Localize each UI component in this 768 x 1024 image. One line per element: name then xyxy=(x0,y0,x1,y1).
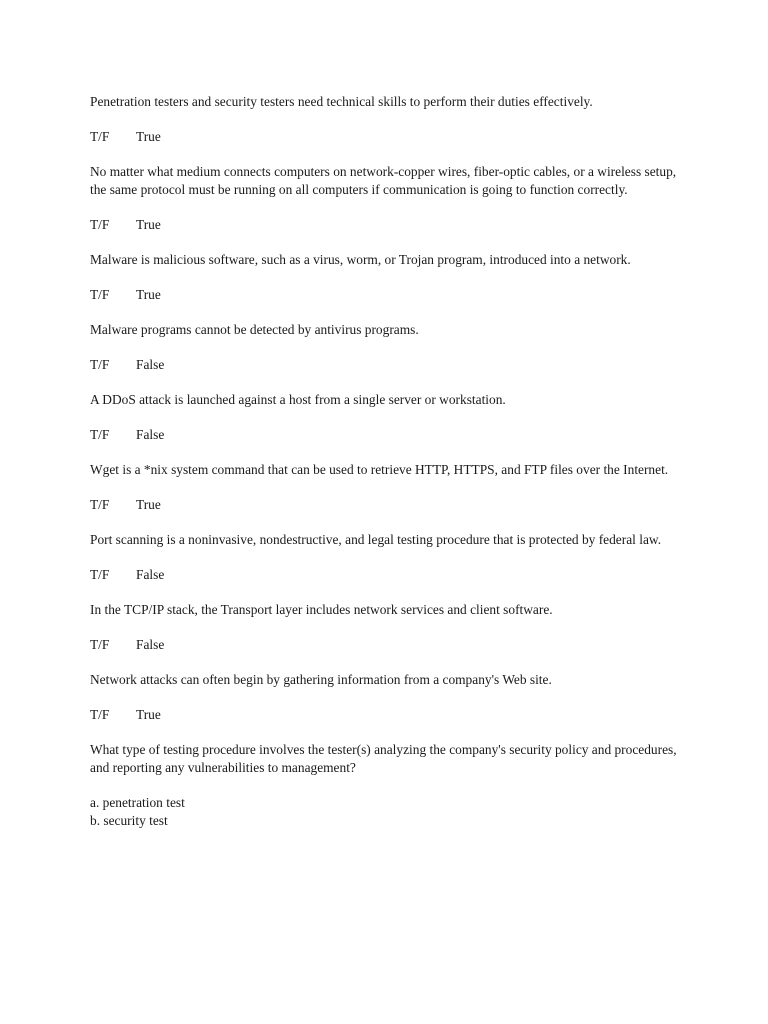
question-text: In the TCP/IP stack, the Transport layer includes network services and client software. xyxy=(90,602,553,617)
question-text: Penetration testers and security testers need technical skills to perform their duties effectively. xyxy=(90,94,593,109)
question-text: A DDoS attack is launched against a host from a single server or workstation. xyxy=(90,392,506,407)
question-text: What type of testing procedure involves the tester(s) analyzing the company's security policy and procedures, and reporting any vulnerabilities to management? xyxy=(90,742,677,775)
question-text: Malware programs cannot be detected by antivirus programs. xyxy=(90,322,419,337)
question-text: Port scanning is a noninvasive, nondestructive, and legal testing procedure that is protected by federal law. xyxy=(90,532,662,547)
tf-label: T/F xyxy=(90,427,110,442)
tf-label: T/F xyxy=(90,497,110,512)
tf-item-7 xyxy=(90,531,690,584)
tf-label: T/F xyxy=(90,287,110,302)
answer-line xyxy=(90,706,690,724)
question-text: No matter what medium connects computers on network-copper wires, fiber-optic cables, or a wireless setup, the same protocol must be running on all computers if communication is going to function correctly. xyxy=(90,164,677,197)
tf-item-9 xyxy=(90,671,690,724)
answer-line xyxy=(90,566,690,584)
answer-value: True xyxy=(136,497,161,512)
tf-item-1 xyxy=(90,93,690,146)
tf-item-4 xyxy=(90,321,690,374)
answer-line xyxy=(90,356,690,374)
answer-value: True xyxy=(136,217,161,232)
document-content xyxy=(90,93,690,830)
option-a: a. penetration test xyxy=(90,795,185,810)
question-text: Malware is malicious software, such as a virus, worm, or Trojan program, introduced into a network. xyxy=(90,252,631,267)
answer-line xyxy=(90,216,690,234)
answer-value: True xyxy=(136,287,161,302)
tf-label: T/F xyxy=(90,707,110,722)
answer-value: False xyxy=(136,637,165,652)
tf-item-3 xyxy=(90,251,690,304)
tf-item-6 xyxy=(90,461,690,514)
option-b: b. security test xyxy=(90,813,168,828)
answer-line xyxy=(90,286,690,304)
answer-value: False xyxy=(136,427,165,442)
multiple-choice-item xyxy=(90,741,690,830)
answer-line xyxy=(90,426,690,444)
tf-label: T/F xyxy=(90,357,110,372)
answer-value: True xyxy=(136,707,161,722)
answer-value: True xyxy=(136,129,161,144)
question-text: Network attacks can often begin by gathering information from a company's Web site. xyxy=(90,672,552,687)
tf-item-5 xyxy=(90,391,690,444)
answer-options xyxy=(90,794,690,830)
tf-label: T/F xyxy=(90,637,110,652)
tf-label: T/F xyxy=(90,129,110,144)
tf-item-2 xyxy=(90,163,690,234)
tf-label: T/F xyxy=(90,567,110,582)
answer-line xyxy=(90,128,690,146)
question-text: Wget is a *nix system command that can be used to retrieve HTTP, HTTPS, and FTP files over the Internet. xyxy=(90,462,669,477)
answer-line xyxy=(90,636,690,654)
tf-item-8 xyxy=(90,601,690,654)
answer-value: False xyxy=(136,357,165,372)
tf-label: T/F xyxy=(90,217,110,232)
answer-line xyxy=(90,496,690,514)
answer-value: False xyxy=(136,567,165,582)
